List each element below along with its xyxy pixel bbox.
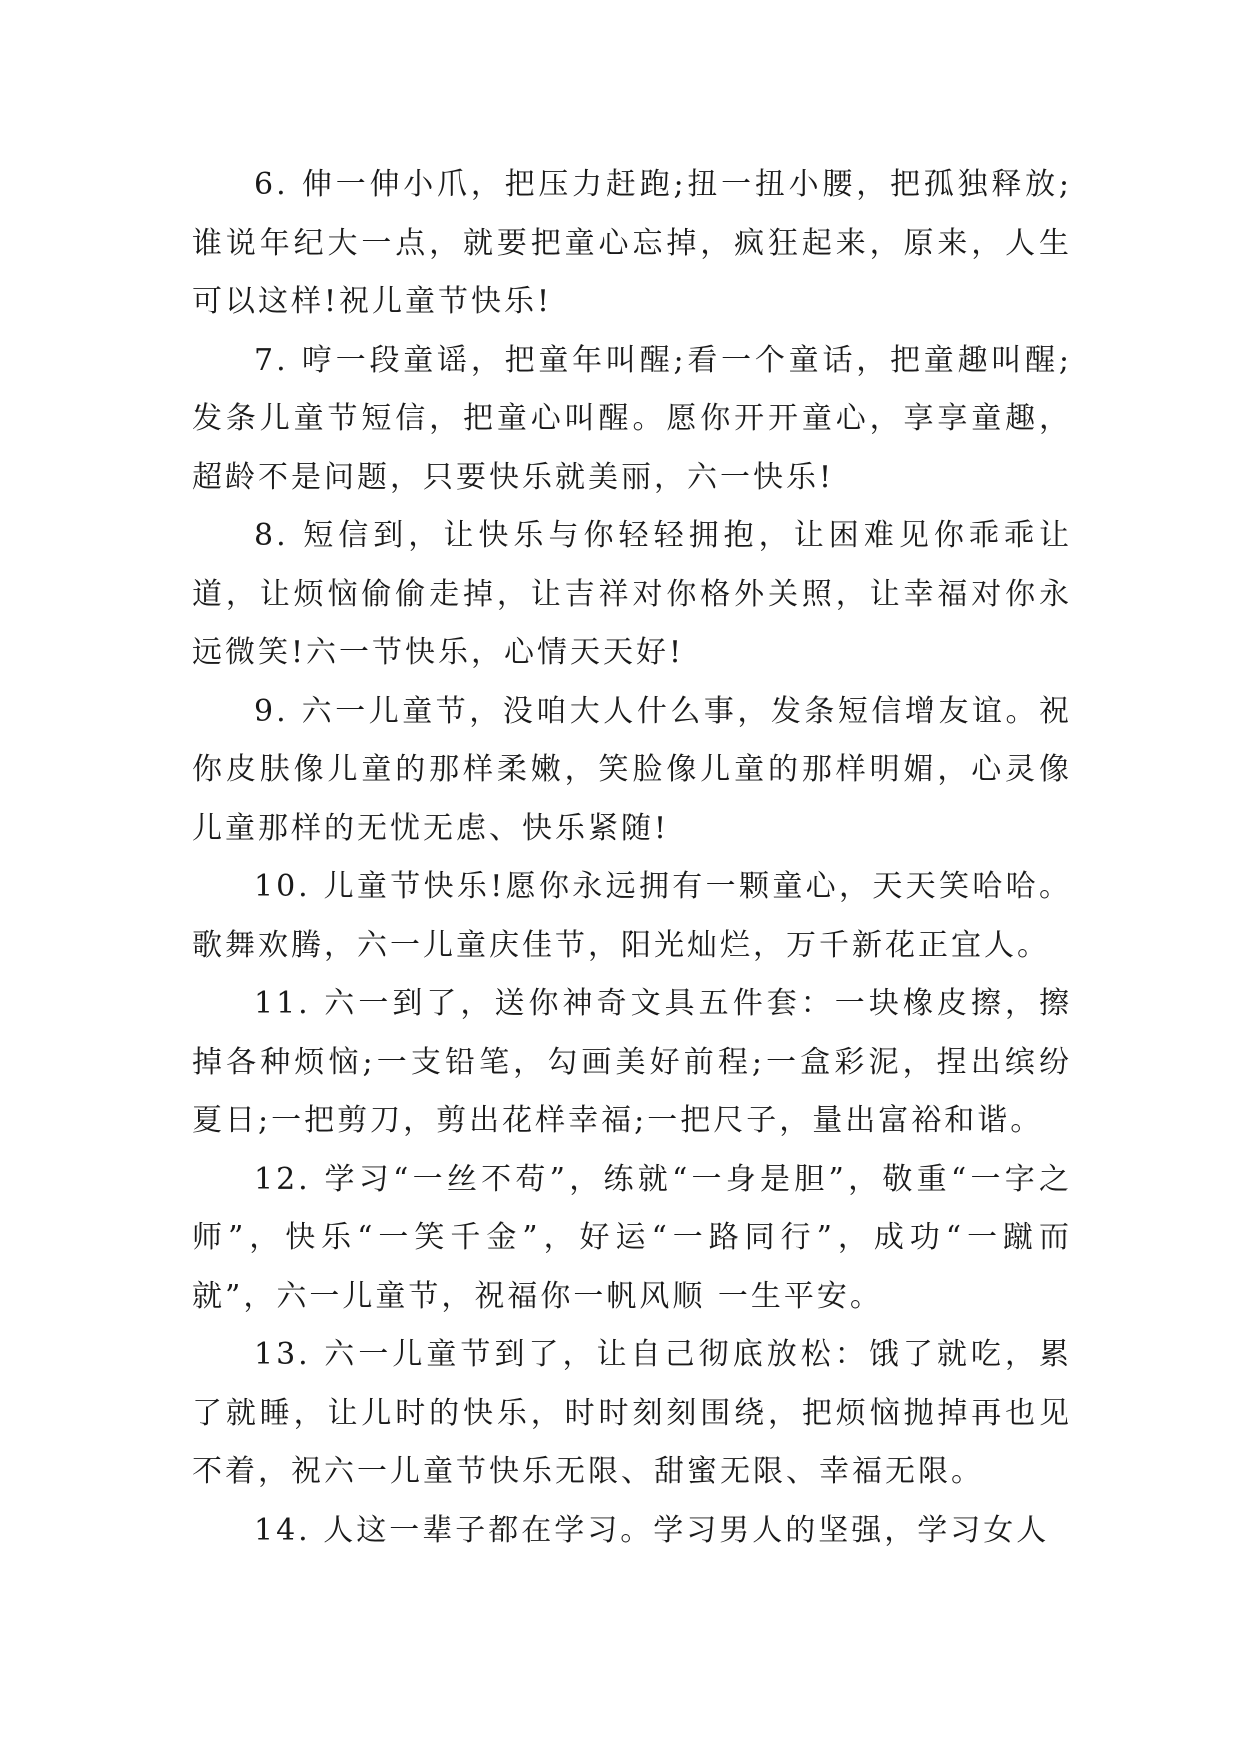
- paragraph-14: 14. 人这一辈子都在学习。学习男人的坚强，学习女人: [254, 1512, 1050, 1548]
- paragraph-8: 8. 短信到，让快乐与你轻轻拥抱，让困难见你乖乖让道，让烦恼偷偷走掉，让吉祥对你格外关照，让幸福对你永远微笑!六一节快乐，心情天天好!: [192, 518, 1072, 670]
- paragraph-7: 7. 哼一段童谣，把童年叫醒;看一个童话，把童趣叫醒;发条儿童节短信，把童心叫醒。愿你开开童心，享享童趣，超龄不是问题，只要快乐就美丽，六一快乐!: [192, 342, 1072, 495]
- document-body: [192, 156, 1072, 1560]
- paragraph-12: 12. 学习“一丝不苟”，练就“一身是胆”，敬重“一字之师”，快乐“一笑千金”，好运“一路同行”，成功“一蹴而就”，六一儿童节，祝福你一帆风顺 一生平安。: [192, 1161, 1072, 1314]
- paragraph-9: 9. 六一儿童节，没咱大人什么事，发条短信增友谊。祝你皮肤像儿童的那样柔嫩，笑脸像儿童的那样明媚，心灵像儿童那样的无忧无虑、快乐紧随!: [192, 693, 1072, 846]
- paragraph-10: 10. 儿童节快乐!愿你永远拥有一颗童心，天天笑哈哈。歌舞欢腾，六一儿童庆佳节，阳光灿烂，万千新花正宜人。: [192, 869, 1072, 963]
- paragraph-11: 11. 六一到了，送你神奇文具五件套：一块橡皮擦，擦掉各种烦恼;一支铅笔，勾画美好前程;一盒彩泥，捏出缤纷夏日;一把剪刀，剪出花样幸福;一把尺子，量出富裕和谐。: [192, 986, 1072, 1138]
- paragraph-13: 13. 六一儿童节到了，让自己彻底放松：饿了就吃，累了就睡，让儿时的快乐，时时刻刻围绕，把烦恼抛掉再也见不着，祝六一儿童节快乐无限、甜蜜无限、幸福无限。: [192, 1337, 1072, 1489]
- paragraph-6: 6. 伸一伸小爪，把压力赶跑;扭一扭小腰，把孤独释放;谁说年纪大一点，就要把童心忘掉，疯狂起来，原来，人生可以这样!祝儿童节快乐!: [192, 167, 1072, 319]
